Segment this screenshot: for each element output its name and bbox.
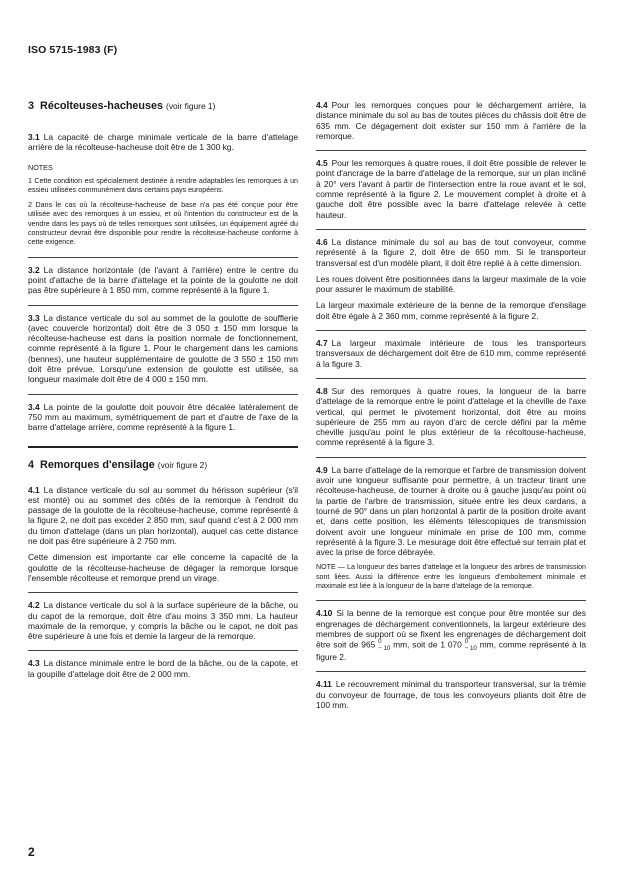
divider bbox=[28, 592, 298, 593]
right-column bbox=[316, 100, 586, 710]
clause-4-2: 4.2 La distance verticale du sol à la surface supérieure de la bâche, ou du capot de la remorque, doit être d'au moins 3 350 mm. La hauteur maximale de la remorque, y compris la bâche ou le capot, ne doit pas être supérieure à une fois et demie la largeur de la remorque. bbox=[28, 600, 298, 642]
section-number: 4 bbox=[28, 458, 35, 471]
note-4-9: NOTE — La longueur des barres d'attelage et la longueur des arbres de transmission sont liées. Aussi la différence entre les longueurs d'emboîtement minimale et maximale est liée à la longueur de la barre d'attelage de la remorque. bbox=[316, 563, 586, 590]
notes-title: NOTES bbox=[28, 162, 53, 172]
clause-4-10: 4.10 Si la benne de la remorque est conçue pour être montée sur des engrenages de déchargement conventionnels, la largeur extérieure des membres de support où se fixent les engrenages de déchargement doit être soit de 965 0 − 10 mm, soit de 1 070 0 − 10 mm, comme représenté à la figure 2. bbox=[316, 608, 587, 663]
section-number: 3 bbox=[28, 100, 35, 112]
section-3-heading bbox=[28, 100, 298, 113]
clause-3-3: 3.3 La distance verticale du sol au sommet de la goulotte de soufflerie (avec couvercle horizontal) doit être de 3 050 ± 150 mm lorsque la récolteuse-hacheuse est dans la position normale de fonctionnement, comme représenté à la figure 1. Pour le chargement dans les camions (bennes), une hauteur supplémentaire de goulotte de 3 550 ± 150 mm doit être prévue. Lorsqu'une extension de goulotte est utilisée, sa longueur maximale doit être de 4 000 ± 150 mm. bbox=[28, 312, 298, 385]
clause-4-8: 4.8 Sur des remorques à quatre roues, la longueur de la barre d'attelage de la remorque entre le point d'attelage et la cheville de l'axe vertical, qui permet le pivotement horizontal, doit être au moins supérieure de 255 mm au rayon d'arc de cercle défini par la même cheville jusqu'au point le plus extérieur de la récoltouse-hacheuse, comme représenté à la figure 3. bbox=[316, 385, 586, 448]
section-divider bbox=[28, 446, 298, 448]
left-column bbox=[28, 100, 298, 679]
clause-3-1: 3.1 La capacité de charge minimale verticale de la barre d'attelage arrière de la récolteuse-hacheuse doit être de 1 300 kg. bbox=[28, 132, 298, 153]
divider bbox=[316, 330, 586, 331]
note-1: 1 Cette condition est spécialement destinée à rendre adaptables les remorques à un essieu utilisées communément dans certains pays européens. bbox=[28, 176, 298, 194]
section-figure-ref: (voir figure 2) bbox=[157, 459, 208, 470]
section-figure-ref: (voir figure 1) bbox=[166, 101, 216, 111]
clause-4-1: 4.1 La distance verticale du sol au sommet du hérisson supérieur (s'il est monté) ou au sommet des côtés de la remorque à l'endroit du passage de la goulotte de la récolteuse-hacheuse, comme représenté à la figure 2, ne doit pas excéder 2 850 mm, sauf quand c'est à 2 000 mm du timon d'attelage (dans un plan horizontal), auquel cas cette distance ne doit pas être supérieure à 2 750 mm. bbox=[28, 484, 298, 547]
clause-3-2: 3.2 La distance horizontale (de l'avant à l'arrière) entre le centre du point d'attache de la barre d'attelage et la pointe de la goulotte ne doit pas être supérieure à 1 850 mm, comme représenté à la figure 1. bbox=[28, 264, 298, 296]
clause-4-6-wheels: Les roues doivent être positionnées dans la largeur maximale de la voie pour assurer le maximum de stabilité. bbox=[316, 273, 586, 295]
standard-header: ISO 5715-1983 (F) bbox=[28, 44, 118, 56]
clause-3-4: 3.4 La pointe de la goulotte doit pouvoir être décalée latéralement de 750 mm au maximum, symétriquement de part et d'autre de l'axe de la barre d'attelage arrière, comme représenté à la figure 1. bbox=[28, 401, 298, 433]
clause-4-5: 4.5 Pour les remorques à quatre roues, il doit être possible de relever le point d'ancrage de la barre d'attelage de la remorque, sur un plan incliné à 20° vers l'avant à partir de l'intersection entre la roue avant et le sol, comme représenté à la figure 2. Le mouvement complet à droite et à gauche doit être possible avec la barre d'attelage relevée à cette hauteur. bbox=[316, 158, 586, 220]
clause-4-4: 4.4 Pour les remorques conçues pour le déchargement arrière, la distance minimale du sol au bas de toutes pièces du châssis doit être de 635 mm. Ce dégagement doit exister sur 150 mm à l'arrière de la remorque. bbox=[316, 100, 586, 141]
divider bbox=[316, 671, 586, 672]
clause-4-7: 4.7 La largeur maximale intérieure de tous les transporteurs transversaux de déchargement doit être de 610 mm, comme représenté à la figure 3. bbox=[316, 338, 586, 369]
divider bbox=[28, 305, 298, 306]
section-title: Remorques d'ensilage bbox=[40, 458, 155, 471]
clause-4-6-width: La largeur maximale extérieure de la benne de la remorque d'ensilage doit être égale à 2 360 mm, comme représenté à la figure 2. bbox=[316, 300, 586, 321]
tolerance-fraction: 0 − 10 bbox=[464, 638, 477, 652]
divider bbox=[28, 394, 298, 395]
clause-4-9: 4.9 La barre d'attelage de la remorque et l'arbre de transmission doivent avoir une longueur suffisante pour permettre, à un tracteur tirant une récolteuse-hacheuse, de tourner à droite ou à gauche jusqu'au point où la partie de l'arbre de transmission, située entre les deux cardans, a tourné de 90° dans un plan horizontal à partir de la position droite avant et, dans cette position, les éléments télescopiques de transmission doivent avoir une longueur minimale en prise de 100 mm, comme représenté à la figure 3. Le mesurage doit être effectué sur terrain plat et avec la prise de force débrayée. bbox=[316, 464, 586, 558]
note-2: 2 Dans le cas où la récolteuse-hacheuse de base n'a pas été conçue pour être utilisée avec des remorques à un essieu, et où l'intention du constructeur est de la vendre dans les pays où de telles remorques sont utilisées, un équipement agréé du constructeur devrait être disponible pour rendre la récolteuse-hacheuse conforme à cette exigence. bbox=[28, 201, 298, 247]
divider bbox=[28, 257, 298, 258]
divider bbox=[316, 600, 586, 601]
page-number: 2 bbox=[28, 845, 35, 859]
section-4-heading bbox=[28, 459, 298, 472]
divider bbox=[28, 650, 298, 651]
divider bbox=[316, 378, 586, 379]
tolerance-fraction: 0 − 10 bbox=[378, 638, 391, 652]
clause-4-1-paragraph: Cette dimension est importante car elle concerne la capacité de la goulotte de la récolteuse-hacheuse de dégager la remorque lorsque l'ensemble récolteuse et remorque prend un virage. bbox=[28, 552, 298, 583]
clause-4-6: 4.6 La distance minimale du sol au bas de tout convoyeur, comme représenté à la figure 2, doit être de 650 mm. Si le transporteur transversal est d'un modèle pliant, il doit être replié à à cette dimension. bbox=[316, 236, 586, 268]
divider bbox=[316, 457, 586, 458]
divider bbox=[316, 229, 586, 230]
divider bbox=[316, 150, 586, 151]
section-title: Récolteuses-hacheuses bbox=[40, 100, 164, 112]
clause-4-3: 4.3 La distance minimale entre le bord de la bâche, ou de la capote, et la goupille d'attelage doit être de 2 000 mm. bbox=[28, 658, 298, 679]
clause-4-11: 4.11 Le recouvrement minimal du transporteur transversal, sur la trémie du convoyeur de fourrage, de tous les convoyeurs pliants doit être de 100 mm. bbox=[316, 679, 586, 711]
